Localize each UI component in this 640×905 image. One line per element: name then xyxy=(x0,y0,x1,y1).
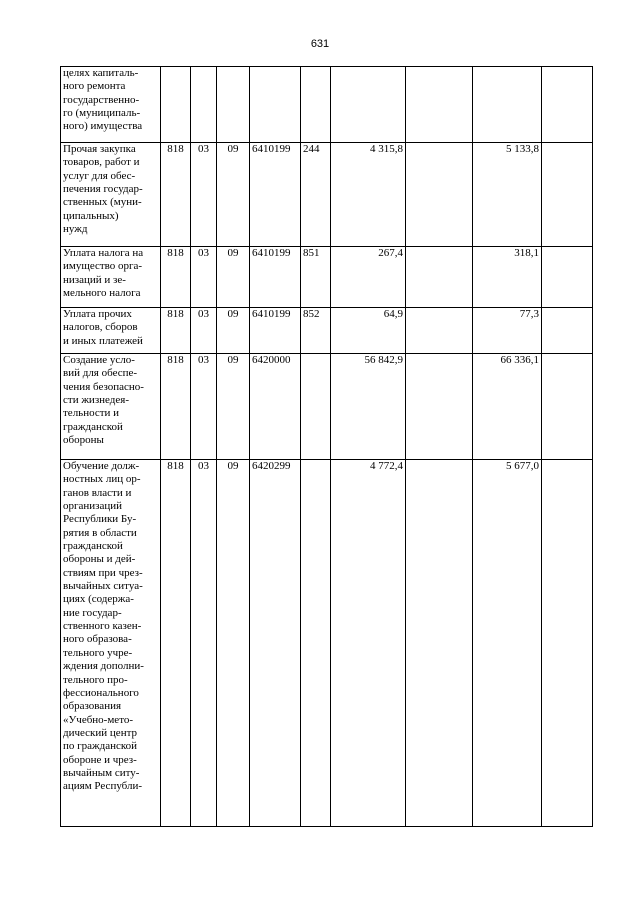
vr-cell xyxy=(301,354,331,460)
vr-cell: 852 xyxy=(301,308,331,354)
gr-cell: 818 xyxy=(161,143,191,247)
row-name-cell: Прочая закупка товаров, работ и услуг для обес- печения государ- ственных (муни- ципальных) нужд xyxy=(61,143,161,247)
gr-cell xyxy=(161,67,191,143)
rz-cell: 03 xyxy=(191,143,217,247)
gr-cell: 818 xyxy=(161,247,191,308)
cs-cell xyxy=(250,67,301,143)
empty-cell xyxy=(406,460,473,827)
vr-cell: 244 xyxy=(301,143,331,247)
pr-cell xyxy=(217,67,250,143)
page-number: 631 xyxy=(310,38,330,50)
sum-cell-1: 56 842,9 xyxy=(331,354,406,460)
sum-cell-3: 66 336,1 xyxy=(473,354,542,460)
cs-cell: 6410199 xyxy=(250,247,301,308)
row-name-cell: Уплата прочих налогов, сборов и иных платежей xyxy=(61,308,161,354)
empty-cell xyxy=(406,308,473,354)
gr-cell: 818 xyxy=(161,354,191,460)
table-row xyxy=(61,460,593,827)
table-row xyxy=(61,308,593,354)
table-row xyxy=(61,354,593,460)
empty-cell xyxy=(406,354,473,460)
rz-cell: 03 xyxy=(191,460,217,827)
sum-cell-1: 4 315,8 xyxy=(331,143,406,247)
sum-cell-3 xyxy=(473,67,542,143)
pr-cell: 09 xyxy=(217,354,250,460)
vr-cell xyxy=(301,460,331,827)
sum-cell-1: 64,9 xyxy=(331,308,406,354)
cs-cell: 6420000 xyxy=(250,354,301,460)
rz-cell: 03 xyxy=(191,247,217,308)
empty-cell xyxy=(406,143,473,247)
pr-cell: 09 xyxy=(217,460,250,827)
cs-cell: 6410199 xyxy=(250,143,301,247)
empty-cell xyxy=(542,460,593,827)
table-row xyxy=(61,67,593,143)
gr-cell: 818 xyxy=(161,460,191,827)
empty-cell xyxy=(542,308,593,354)
vr-cell xyxy=(301,67,331,143)
rz-cell: 03 xyxy=(191,354,217,460)
cs-cell: 6410199 xyxy=(250,308,301,354)
empty-cell xyxy=(542,354,593,460)
empty-cell xyxy=(406,67,473,143)
pr-cell: 09 xyxy=(217,247,250,308)
rz-cell xyxy=(191,67,217,143)
cs-cell: 6420299 xyxy=(250,460,301,827)
row-name-cell: Создание усло- вий для обеспе- чения безопасно- сти жизнедея- тельности и гражданской обороны xyxy=(61,354,161,460)
empty-cell xyxy=(406,247,473,308)
rz-cell: 03 xyxy=(191,308,217,354)
gr-cell: 818 xyxy=(161,308,191,354)
pr-cell: 09 xyxy=(217,308,250,354)
sum-cell-1: 267,4 xyxy=(331,247,406,308)
sum-cell-3: 5 677,0 xyxy=(473,460,542,827)
sum-cell-1 xyxy=(331,67,406,143)
empty-cell xyxy=(542,247,593,308)
empty-cell xyxy=(542,67,593,143)
sum-cell-1: 4 772,4 xyxy=(331,460,406,827)
table-row xyxy=(61,143,593,247)
pr-cell: 09 xyxy=(217,143,250,247)
table-row xyxy=(61,247,593,308)
row-name-cell: Обучение долж- ностных лиц ор- ганов власти и организаций Республики Бу- рятия в области гражданской обороны и дей- ствиям при чрез- вычайных ситуа- циях (содержа- ние государ- ственного казен- ного образова- тельного учре- ждения дополни- тельного про- фессионального образования «Учебно-мето- дический центр по гражданской обороне и чрез- вычайным ситу- ациям Республи- xyxy=(61,460,161,827)
row-name-cell: целях капиталь- ного ремонта государственно- го (муниципаль- ного) имущества xyxy=(61,67,161,143)
empty-cell xyxy=(542,143,593,247)
sum-cell-3: 77,3 xyxy=(473,308,542,354)
sum-cell-3: 5 133,8 xyxy=(473,143,542,247)
budget-table xyxy=(60,66,593,827)
vr-cell: 851 xyxy=(301,247,331,308)
sum-cell-3: 318,1 xyxy=(473,247,542,308)
row-name-cell: Уплата налога на имущество орга- низаций и зе- мельного налога xyxy=(61,247,161,308)
